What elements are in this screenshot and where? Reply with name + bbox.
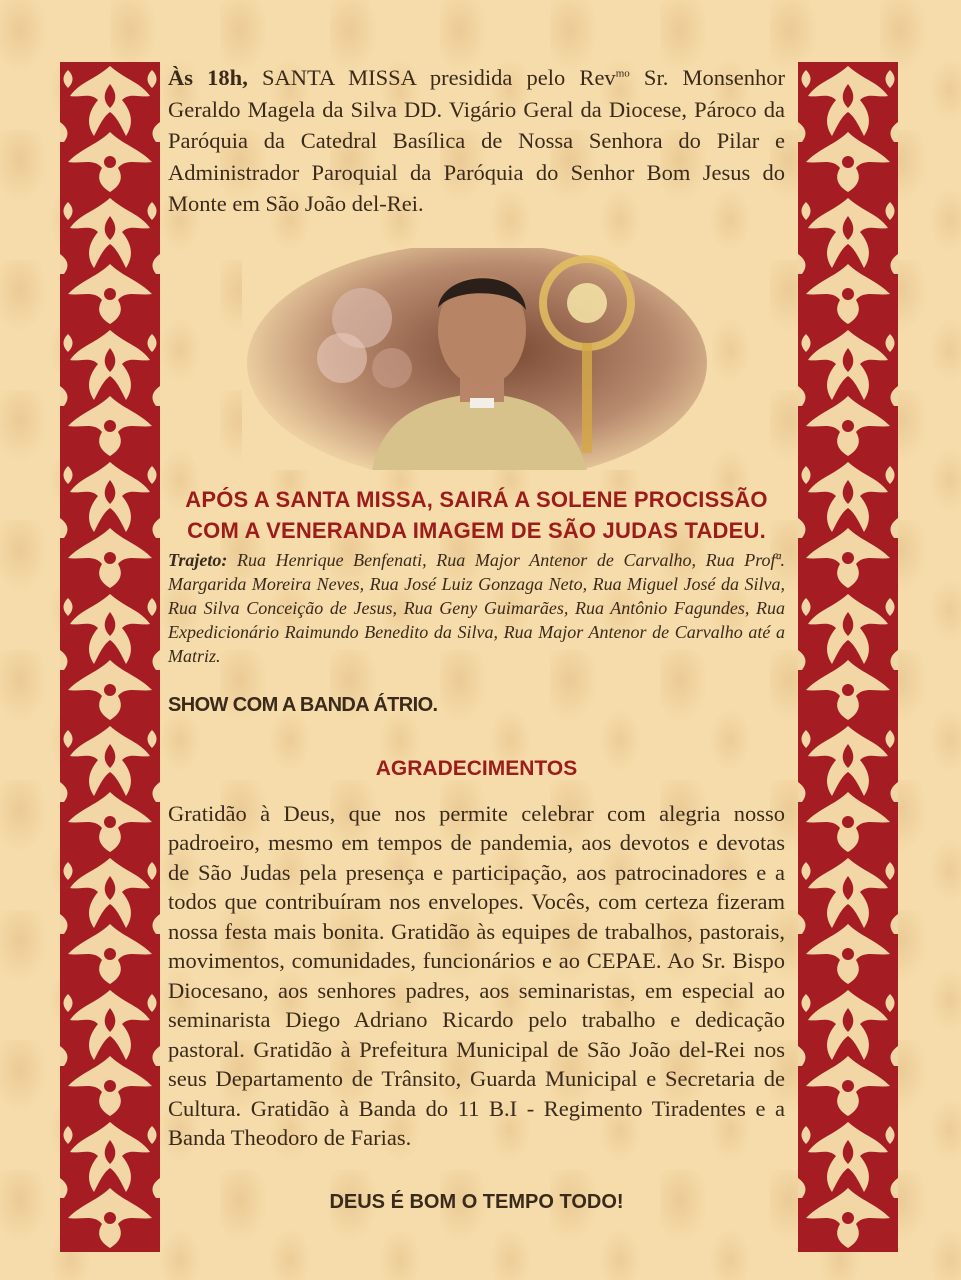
mass-text-part1: SANTA MISSA presidida pelo Rev [247, 65, 616, 90]
mass-text-part2: Sr. Monsenhor Geraldo Magela da Silva DD. Vigário Geral da Diocese, Pároco da Paróquia da Catedral Basílica de Nossa Senhora do Pilar e Administrador Paroquial da Paróquia do Senhor Bom Jesus do Monte em São João del-Rei. [168, 65, 785, 216]
acknowledgements-heading: AGRADECIMENTOS [375, 756, 578, 780]
main-content [168, 62, 785, 1214]
mass-time: Às 18h, [168, 65, 248, 90]
closing-phrase: DEUS É BOM O TEMPO TODO! [329, 1190, 624, 1213]
ornamental-border-right [798, 62, 898, 1252]
mass-announcement [168, 62, 785, 220]
show-announcement: SHOW COM A BANDA ÁTRIO. [168, 693, 438, 716]
ornamental-border-left [60, 62, 160, 1252]
rev-superscript: mo [615, 67, 630, 80]
acknowledgements-text: Gratidão à Deus, que nos permite celebrar com alegria nosso padroeiro, mesmo em tempos de pandemia, aos devotos e devotas de São Judas pela presença e participação, aos patrocinadores e a todos que contribuíram nos envelopes. Vocês, com certeza fizeram nossa festa mais bonita. Gratidão às equipes de trabalhos, pastorais, movimentos, comunidades, funcionários e ao CEPAE. Ao Sr. Bispo Diocesano, aos senhores padres, aos seminaristas, em especial ao seminarista Diego Adriano Ricardo pelo trabalho e dedicação pastoral. Gratidão à Prefeitura Municipal de São João del-Rei nos seus Departamento de Trânsito, Guarda Municipal e Secretaria de Cultura. Gratidão à Banda do 11 B.I - Regimento Tiradentes e a Banda Theodoro de Farias. [168, 800, 785, 1150]
procession-route [168, 548, 785, 668]
priest-photo [242, 248, 712, 470]
route-text: Rua Henrique Benfenati, Rua Major Antenor de Carvalho, Rua Profª. Margarida Moreira Neves, Rua José Luiz Gonzaga Neto, Rua Miguel José da Silva, Rua Silva Conceição de Jesus, Rua Geny Guimarães, Rua Antônio Fagundes, Rua Expedicionário Raimundo Benedito da Silva, Rua Major Antenor de Carvalho até a Matriz. [168, 549, 785, 666]
route-label: Trajeto: [168, 549, 228, 570]
procession-heading: APÓS A SANTA MISSA, SAIRÁ A SOLENE PROCISSÃO COM A VENERANDA IMAGEM DE SÃO JUDAS TADEU. [185, 486, 768, 543]
priest-portrait-image [242, 248, 712, 470]
